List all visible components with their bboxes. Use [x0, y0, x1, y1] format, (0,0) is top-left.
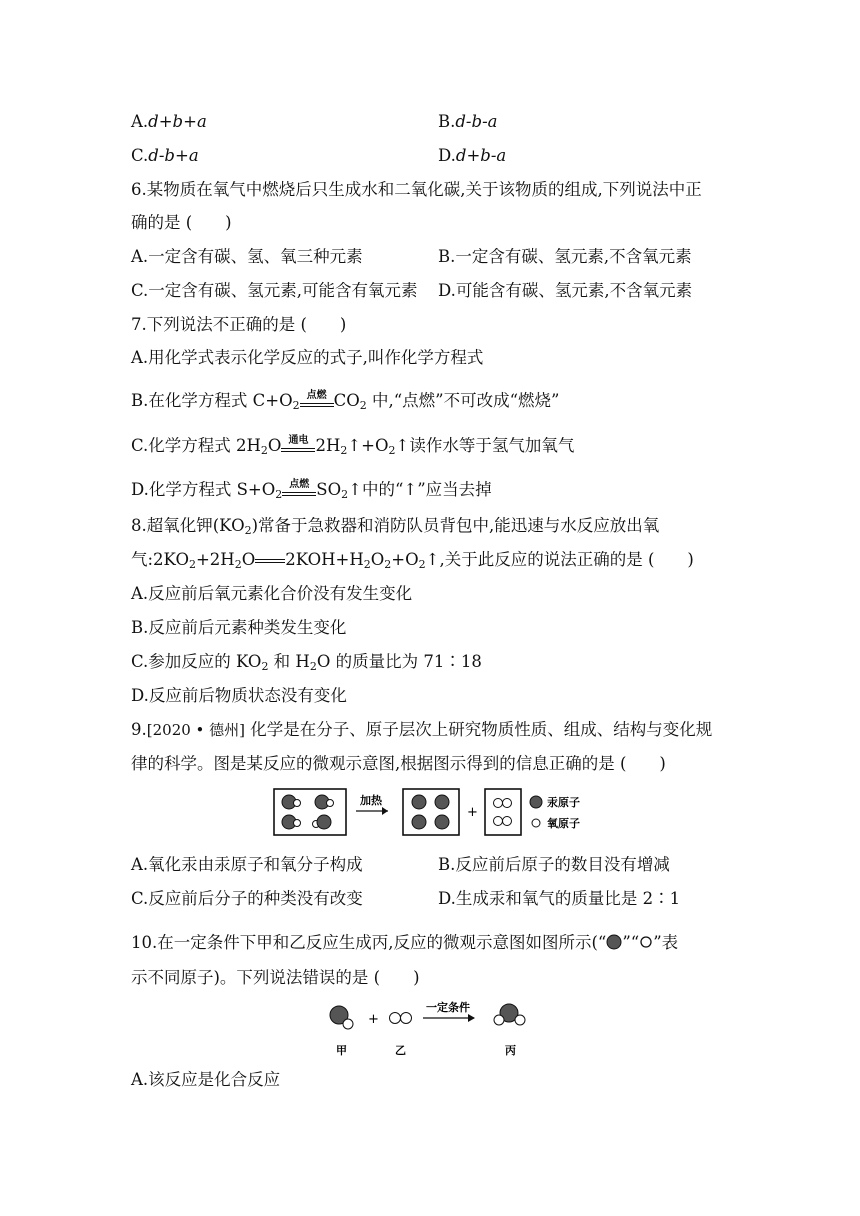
q9-option-b: B.反应前后原子的数目没有增减	[438, 855, 670, 874]
q9-oxygen-molecules	[494, 799, 512, 826]
q6-option-b: B.一定含有碳、氢元素,不含氧元素	[438, 247, 692, 266]
q7-option-d: D.化学方程式 $S+O_2$ 点燃 $SO_2↑$中的“↑”应当去掉	[131, 478, 492, 501]
light-atom-icon	[639, 935, 653, 949]
q10-condition-label: 一定条件	[426, 1001, 470, 1014]
q9-option-c: C.反应前后分子的种类没有改变	[131, 889, 363, 908]
q9-product-o2-box	[485, 789, 521, 835]
q10-label-jia: 甲	[336, 1044, 347, 1057]
q5-option-a-expr: d+b+a	[148, 112, 207, 131]
q9-legend-mercury: 汞原子	[547, 796, 580, 809]
q5-option-a: A.d+b+a	[131, 112, 207, 131]
q9-plus-sign: +	[467, 805, 478, 820]
q5-option-b-expr: d-b-a	[455, 112, 498, 131]
q9-diagram	[272, 786, 612, 838]
q9-mercury-oxide-molecules	[282, 795, 334, 829]
q10-stem-line1: 10.在一定条件下甲和乙反应生成丙,反应的微观示意图如图所示(“ ”“ ”表	[131, 933, 679, 952]
q9-source: [2020 • 德州]	[146, 721, 246, 739]
q5-option-d: D.d+b-a	[438, 146, 507, 165]
q9-condition-label: 加热	[360, 794, 382, 807]
q10-diagram	[322, 998, 538, 1060]
q9-stem-line2: 律的科学。图是某反应的微观示意图,根据图示得到的信息正确的是 ( )	[131, 754, 666, 773]
q10-reactant-yi	[390, 1013, 412, 1024]
q7-stem: 7.下列说法不正确的是 ( )	[131, 315, 347, 334]
q8-stem-line1: 8.超氧化钾$(KO_2)$常备于急救器和消防队员背包中,能迅速与水反应放出氧	[131, 516, 660, 537]
q5-option-d-expr: d+b-a	[455, 146, 507, 165]
q6-stem-line2: 确的是 ( )	[131, 213, 232, 232]
q7-option-c: C.化学方程式 $2H_2O$ 通电 $2H_2↑+O_2↑$读作水等于氢气加氧气	[131, 434, 575, 457]
q10-reactant-jia	[330, 1006, 353, 1029]
q9-mercury-atoms	[412, 795, 449, 829]
q7-option-a: A.用化学式表示化学反应的式子,叫作化学方程式	[131, 348, 484, 367]
q6-option-c: C.一定含有碳、氢元素,可能含有氧元素	[131, 281, 418, 300]
q10-option-a: A.该反应是化合反应	[131, 1070, 281, 1089]
reaction-condition-ignite-2: 点燃	[282, 480, 316, 502]
q9-legend-oxygen: 氧原子	[547, 817, 580, 830]
q10-label-yi: 乙	[395, 1044, 406, 1057]
q9-legend-oxygen-icon	[532, 819, 540, 827]
q6-option-a: A.一定含有碳、氢、氧三种元素	[131, 247, 363, 266]
q5-option-c-expr: d-b+a	[148, 146, 199, 165]
q5-option-c: C.d-b+a	[131, 146, 199, 165]
q8-option-a: A.反应前后氧元素化合价没有发生变化	[131, 584, 413, 603]
dark-atom-icon	[606, 934, 622, 950]
q8-option-c: C.参加反应的 $KO_2$ 和 $H_2O$ 的质量比为 71∶18	[131, 652, 482, 673]
q9-product-hg-box	[403, 789, 459, 835]
q9-stem-line1: 9.[2020 • 德州] 化学是在分子、原子层次上研究物质性质、组成、结构与变化规	[131, 720, 713, 739]
q6-option-d: D.可能含有碳、氢元素,不含氧元素	[438, 281, 693, 300]
reaction-condition-ignite: 点燃	[300, 391, 334, 413]
q5-option-b: B.d-b-a	[438, 112, 498, 131]
q9-option-d: D.生成汞和氧气的质量比是 2∶1	[438, 889, 681, 908]
reaction-equals-sign	[255, 550, 285, 572]
q10-product-bing	[494, 1004, 525, 1025]
q10-label-bing: 丙	[505, 1044, 516, 1057]
q10-plus-sign: +	[368, 1012, 379, 1027]
q7-option-b: B.在化学方程式 $C+O_2$ 点燃 $CO_2$ 中,“点燃”不可改成“燃烧”	[131, 389, 560, 412]
q8-option-d: D.反应前后物质状态没有变化	[131, 686, 347, 705]
reaction-condition-electrolysis: 通电	[281, 436, 315, 458]
q6-stem-line1: 6.某物质在氧气中燃烧后只生成水和二氧化碳,关于该物质的组成,下列说法中正	[131, 180, 702, 199]
q9-legend-mercury-icon	[530, 796, 542, 808]
q8-option-b: B.反应前后元素种类发生变化	[131, 618, 347, 637]
q8-stem-line2: 气$:2KO_2+2H_2O$ $2KOH+H_2O_2+O_2↑$,关于此反应的说法正确的是 ( )	[131, 550, 694, 571]
q10-stem-line2: 示不同原子)。下列说法错误的是 ( )	[131, 968, 420, 987]
q9-option-a: A.氧化汞由汞原子和氧分子构成	[131, 855, 363, 874]
